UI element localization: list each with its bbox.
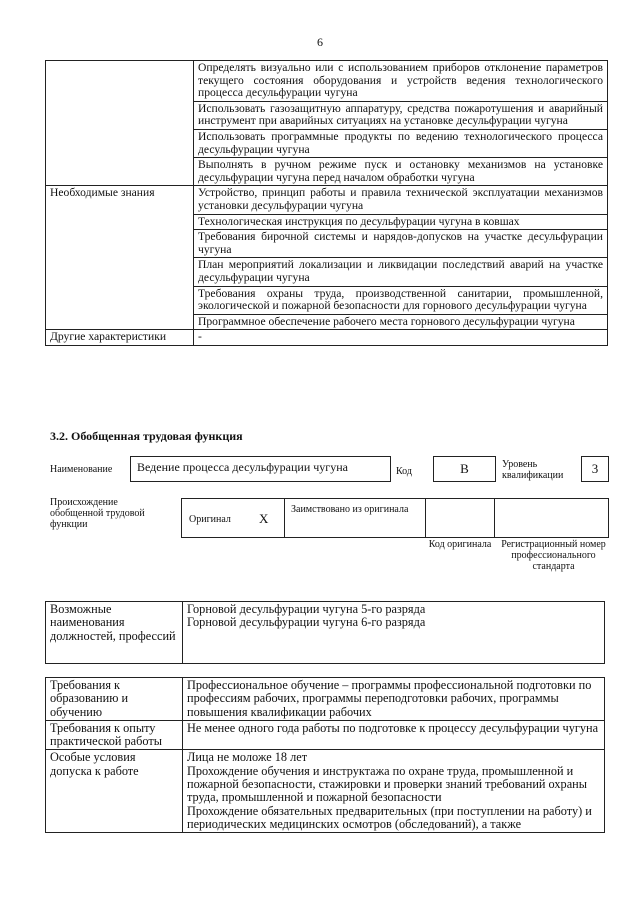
table-cell: Использовать газозащитную аппаратуру, средства пожаротушения и аварийный инструмент при аварийных ситуациях на установке десульфурации чугуна [194, 101, 608, 129]
row-label [46, 61, 194, 186]
original-cell [181, 498, 285, 538]
table-cell: Определять визуально или с использованием приборов отклонение параметров текущего состояния оборудования и устройств ведения технологического процесса десульфурации чугуна [194, 61, 608, 102]
row-label: Возможные наименования должностей, профессий [46, 602, 183, 664]
table-cell [183, 602, 605, 664]
requirement-line: Прохождение обязательных предварительных (при поступлении на работу) и периодических медицинских осмотров (обследований), а также [187, 803, 592, 831]
code-caption: Код оригинала [428, 539, 492, 550]
table-cell: Использовать программные продукты по ведению технологического процесса десульфурации чугуна [194, 129, 608, 157]
table-cell: Требования охраны труда, производственной санитарии, промышленной, экологической и пожарной безопасности для горнового десульфурации чугуна [194, 286, 608, 314]
name-box [130, 456, 391, 482]
row-label: Требования к образованию и обучению [46, 678, 183, 721]
section-title: 3.2. Обобщенная трудовая функция [50, 429, 243, 443]
table-row [46, 186, 608, 214]
name-label: Наименование [50, 464, 113, 475]
table-cell: Программное обеспечение рабочего места горнового десульфурации чугуна [194, 314, 608, 330]
table-cell: - [194, 330, 608, 346]
row-label: Другие характеристики [46, 330, 194, 346]
positions-table [45, 601, 605, 664]
reg-caption: Регистрационный номер профессионального стандарта [501, 539, 606, 572]
table-cell: Требования бирочной системы и нарядов-допусков на участке десульфурации чугуна [194, 230, 608, 258]
row-label: Требования к опыту практической работы [46, 720, 183, 750]
table-row [46, 602, 605, 664]
code-label: Код [396, 466, 412, 477]
position-name: Горновой десульфурации чугуна 6-го разряда [187, 615, 426, 630]
borrowed-label: Заимствовано из оригинала [291, 504, 409, 515]
origin-label: Происхождение обобщенной трудовой функции [50, 497, 145, 530]
requirements-table [45, 677, 605, 833]
row-label: Необходимые знания [46, 186, 194, 330]
table-row [46, 678, 605, 721]
position-name: Горновой десульфурации чугуна 5-го разряда [187, 602, 426, 616]
requirement-line: Лица не моложе 18 лет [187, 750, 308, 765]
level-value: 3 [581, 456, 609, 482]
page-number: 6 [317, 35, 323, 49]
table-row [46, 750, 605, 833]
row-label: Особые условия допуска к работе [46, 750, 183, 833]
divider [425, 498, 426, 538]
function-name: Ведение процесса десульфурации чугуна [137, 460, 348, 474]
table-cell: План мероприятий локализации и ликвидации последствий аварий на участке десульфурации чугуна [194, 258, 608, 286]
code-value: B [433, 456, 496, 482]
table-cell [183, 750, 605, 833]
skills-knowledge-table [45, 60, 608, 346]
table-cell: Технологическая инструкция по десульфурации чугуна в ковшах [194, 214, 608, 230]
table-cell: Выполнять в ручном режиме пуск и остановку механизмов на установке десульфурации чугуна перед началом обработки чугуна [194, 158, 608, 186]
table-cell: Не менее одного года работы по подготовке к процессу десульфурации чугуна [183, 720, 605, 750]
divider [494, 498, 495, 538]
level-label: Уровень квалификации [502, 459, 564, 481]
table-cell: Устройство, принцип работы и правила технической эксплуатации механизмов установки десульфурации чугуна [194, 186, 608, 214]
table-row [46, 720, 605, 750]
original-mark: X [259, 511, 269, 526]
table-row [46, 61, 608, 102]
requirement-line: Прохождение обучения и инструктажа по охране труда, промышленной и пожарной безопасности, стажировки и проверки знаний требований охраны труда, промышленной и пожарной безопасности [187, 763, 587, 805]
table-row [46, 330, 608, 346]
original-label: Оригинал [189, 514, 231, 525]
table-cell: Профессиональное обучение – программы профессиональной подготовки по профессиям рабочих, программы переподготовки рабочих, программы повышения квалификации рабочих [183, 678, 605, 721]
